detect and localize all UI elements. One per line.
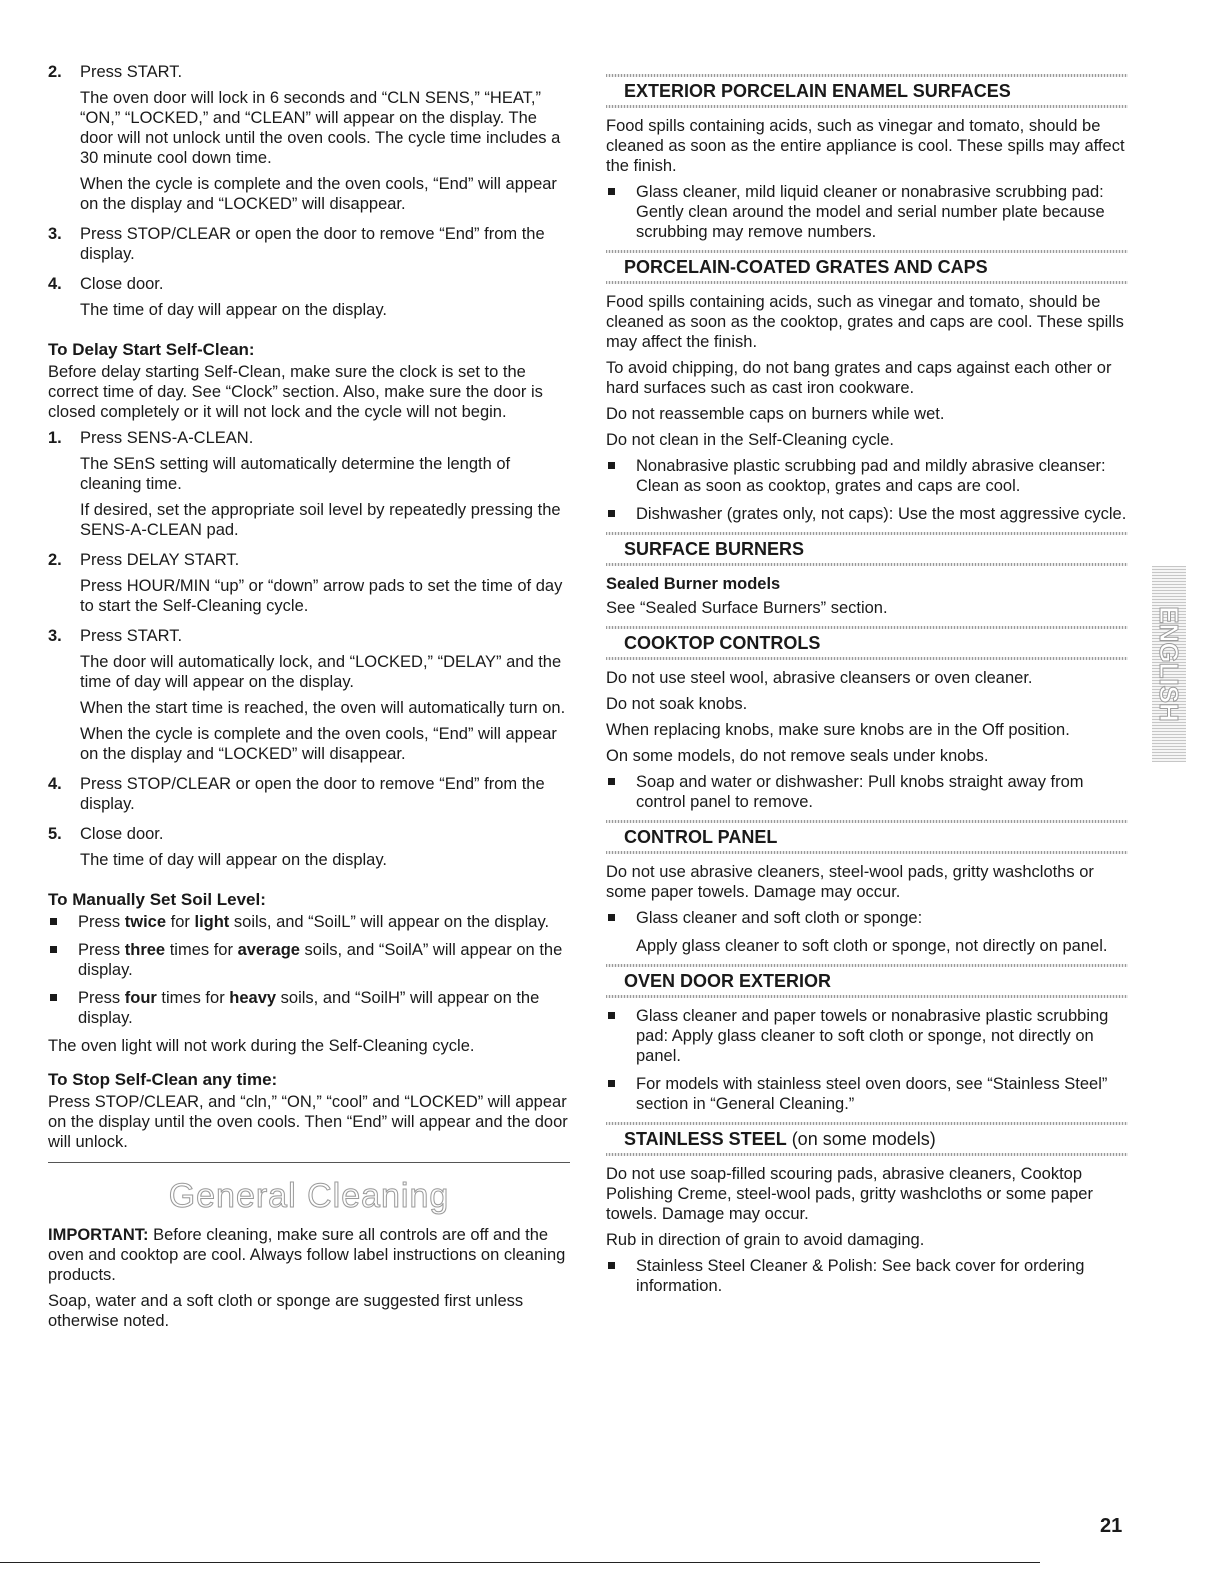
list-item <box>606 1256 1128 1296</box>
bullet-emphasis: three <box>124 941 166 959</box>
step-text: Press STOP/CLEAR or open the door to remove “End” from the display. <box>80 225 545 263</box>
step-row <box>48 428 570 546</box>
bullet-part: for <box>166 913 195 931</box>
bullet-emphasis: heavy <box>229 989 277 1007</box>
step-item <box>48 224 570 270</box>
bullet-icon <box>606 772 636 812</box>
step-body <box>80 62 570 220</box>
list-item <box>606 1074 1128 1114</box>
bullet-icon <box>48 912 78 932</box>
manual-soil-heading: To Manually Set Soil Level: <box>48 890 266 909</box>
list-item <box>606 1006 1128 1066</box>
surface-burners-heading: SURFACE BURNERS <box>606 532 1128 566</box>
cooktop-controls-text <box>606 668 1128 766</box>
bullet-part: soils, and “SoilA” will appear on the display. <box>78 941 563 979</box>
step-text: The oven door will lock in 6 seconds and “CLN SENS,” “HEAT,” “ON,” “LOCKED,” and “CLEAN” will appear on the display. The door will not unlock until the oven cools. The cycle time includes a 30 minute cool down time. <box>80 89 561 167</box>
soap-note: Soap, water and a soft cloth or sponge are suggested first unless otherwise noted. <box>48 1292 524 1330</box>
paragraph: Do not use soap-filled scouring pads, abrasive cleaners, Cooktop Polishing Creme, steel-wool pads, gritty washcloths or some paper towels. Damage may occur. <box>606 1165 1093 1223</box>
step-item <box>48 824 570 876</box>
stainless-steel-heading-text: STAINLESS STEEL <box>624 1129 787 1149</box>
step-item <box>48 626 570 770</box>
bullet-text: Stainless Steel Cleaner & Polish: See back cover for ordering information. <box>636 1257 1085 1295</box>
step-body <box>80 224 570 270</box>
list-item <box>606 182 1128 242</box>
stainless-steel-heading-suffix: (on some models) <box>786 1129 936 1149</box>
step-row <box>48 274 570 326</box>
step-number: 4. <box>48 775 62 793</box>
bullet-text: Glass cleaner, mild liquid cleaner or nonabrasive scrubbing pad: Gently clean around the model and serial number plate because scrubbing may remove numbers. <box>636 183 1105 241</box>
bullet-icon <box>48 940 78 980</box>
delay-start-intro: Before delay starting Self-Clean, make sure the clock is set to the correct time of day. See “Clock” section. Also, make sure the door is closed completely or it will not lock and the cycle will not begin. <box>48 363 543 421</box>
bullet-icon <box>606 182 636 242</box>
step-text: Press HOUR/MIN “up” or “down” arrow pads to set the time of day to start the Self-Cleaning cycle. <box>80 577 563 615</box>
bullet-text <box>78 988 570 1028</box>
side-tab-label: ENGLISH <box>1154 606 1184 722</box>
right-column <box>606 66 1128 1304</box>
cooktop-controls-heading: COOKTOP CONTROLS <box>606 626 1128 660</box>
step-text: When the cycle is complete and the oven cools, “End” will appear on the display and “LOCKED” will disappear. <box>80 175 557 213</box>
bullet-part: soils, and “SoilH” will appear on the display. <box>78 989 540 1027</box>
bullet-icon <box>606 1074 636 1114</box>
step-text: Press STOP/CLEAR or open the door to remove “End” from the display. <box>80 775 545 813</box>
bullet-part: Press <box>78 989 125 1007</box>
control-panel-heading: CONTROL PANEL <box>606 820 1128 854</box>
exterior-porcelain-list <box>606 182 1128 242</box>
step-number: 3. <box>48 225 62 243</box>
step-number: 4. <box>48 275 62 293</box>
step-row <box>48 62 570 220</box>
list-item <box>606 772 1128 812</box>
grates-caps-list <box>606 456 1128 524</box>
step-text: Press START. <box>80 63 183 81</box>
bullet-text: Glass cleaner and paper towels or nonabrasive plastic scrubbing pad: Apply glass cleaner to soft cloth or sponge, not directly on panel. <box>636 1007 1109 1065</box>
step-text: If desired, set the appropriate soil level by repeatedly pressing the SENS-A-CLEAN pad. <box>80 501 561 539</box>
step-row <box>48 550 570 622</box>
bullet-text <box>78 912 570 932</box>
step-row <box>48 824 570 876</box>
paragraph: Food spills containing acids, such as vinegar and tomato, should be cleaned as soon as the cooktop, grates and caps are cool. These spills may affect the finish. <box>606 293 1124 351</box>
step-item <box>48 274 570 326</box>
important-note <box>48 1225 570 1285</box>
delay-start-heading: To Delay Start Self-Clean: <box>48 340 255 359</box>
step-text: When the start time is reached, the oven will automatically turn on. <box>80 699 566 717</box>
grates-caps-text <box>606 292 1128 450</box>
bullet-part: Press <box>78 941 125 959</box>
oven-door-exterior-list <box>606 1006 1128 1114</box>
page-number: 21 <box>1100 1515 1123 1537</box>
section-divider <box>48 1162 570 1163</box>
control-panel-bullet-note: Apply glass cleaner to soft cloth or sponge, not directly on panel. <box>636 937 1108 955</box>
oven-light-note: The oven light will not work during the Self-Cleaning cycle. <box>48 1037 475 1055</box>
bullet-icon <box>606 504 636 524</box>
paragraph: Do not use steel wool, abrasive cleansers or oven cleaner. <box>606 669 1033 687</box>
step-row <box>48 224 570 270</box>
list-item <box>48 988 570 1028</box>
step-number: 3. <box>48 627 62 645</box>
stop-self-clean-text: Press STOP/CLEAR, and “cln,” “ON,” “cool” and “LOCKED” will appear on the display until the oven cools. Then “End” will appear and the door will unlock. <box>48 1093 568 1151</box>
general-cleaning-title: General Cleaning <box>168 1177 450 1215</box>
sealed-burner-subheading: Sealed Burner models <box>606 575 781 593</box>
step-number: 1. <box>48 429 62 447</box>
step-item <box>48 428 570 546</box>
stainless-steel-heading <box>606 1122 1128 1156</box>
bullet-icon <box>606 1256 636 1296</box>
step-row <box>48 626 570 770</box>
step-number: 5. <box>48 825 62 843</box>
step-text: Press START. <box>80 627 183 645</box>
step-text: Close door. <box>80 275 164 293</box>
language-side-tab <box>1152 566 1186 762</box>
bullet-icon <box>606 456 636 496</box>
step-item <box>48 774 570 820</box>
bullet-emphasis: twice <box>124 913 167 931</box>
bullet-text <box>78 940 570 980</box>
paragraph: To avoid chipping, do not bang grates and caps against each other or hard surfaces such as cast iron cookware. <box>606 359 1112 397</box>
self-clean-steps <box>48 62 570 326</box>
stainless-steel-list <box>606 1256 1128 1296</box>
stainless-steel-text <box>606 1164 1128 1250</box>
control-panel-text: Do not use abrasive cleaners, steel-wool pads, gritty washcloths or some paper towels. Damage may occur. <box>606 863 1094 901</box>
bullet-text: Soap and water or dishwasher: Pull knobs straight away from control panel to remove. <box>636 773 1084 811</box>
bullet-emphasis: light <box>194 913 230 931</box>
control-panel-bullet: Glass cleaner and soft cloth or sponge: <box>636 909 923 927</box>
step-text: The time of day will appear on the display. <box>80 851 387 869</box>
bullet-part: times for <box>165 941 238 959</box>
sealed-burner-text: See “Sealed Surface Burners” section. <box>606 599 888 617</box>
bullet-emphasis: four <box>124 989 157 1007</box>
step-body <box>80 274 570 326</box>
bullet-icon <box>606 908 636 928</box>
step-row <box>48 774 570 820</box>
step-body <box>80 626 570 770</box>
grates-caps-heading: PORCELAIN-COATED GRATES AND CAPS <box>606 250 1128 284</box>
step-body <box>80 428 570 546</box>
step-item <box>48 62 570 220</box>
manual-soil-list <box>48 912 570 1028</box>
bullet-part: times for <box>156 989 230 1007</box>
step-item <box>48 550 570 622</box>
stop-self-clean-heading: To Stop Self-Clean any time: <box>48 1070 278 1089</box>
bullet-part: soils, and “SoilL” will appear on the display. <box>229 913 550 931</box>
list-item <box>606 456 1128 496</box>
paragraph: Do not soak knobs. <box>606 695 748 713</box>
step-number: 2. <box>48 63 62 81</box>
paragraph: When replacing knobs, make sure knobs are in the Off position. <box>606 721 1070 739</box>
important-label: IMPORTANT: <box>48 1226 149 1244</box>
bullet-icon <box>606 1006 636 1066</box>
list-item <box>48 940 570 980</box>
bullet-text: For models with stainless steel oven doors, see “Stainless Steel” section in “General Cleaning.” <box>636 1075 1108 1113</box>
step-text: When the cycle is complete and the oven cools, “End” will appear on the display and “LOCKED” will disappear. <box>80 725 557 763</box>
paragraph: Do not reassemble caps on burners while wet. <box>606 405 945 423</box>
step-body <box>80 550 570 622</box>
bullet-text: Nonabrasive plastic scrubbing pad and mildly abrasive cleanser: Clean as soon as cooktop, grates and caps are cool. <box>636 457 1106 495</box>
step-number: 2. <box>48 551 62 569</box>
bullet-icon <box>48 988 78 1028</box>
bottom-rule <box>0 1562 1040 1563</box>
step-body <box>80 774 570 820</box>
bullet-emphasis: average <box>237 941 300 959</box>
step-text: Press DELAY START. <box>80 551 240 569</box>
cooktop-controls-list <box>606 772 1128 812</box>
step-text: Close door. <box>80 825 164 843</box>
important-text: Before cleaning, make sure all controls are off and the oven and cooktop are cool. Always follow label instructions on cleaning products. <box>48 1226 566 1284</box>
paragraph: On some models, do not remove seals under knobs. <box>606 747 989 765</box>
left-column <box>48 62 570 1337</box>
step-body <box>80 824 570 876</box>
step-text: The time of day will appear on the display. <box>80 301 387 319</box>
delay-start-steps <box>48 428 570 876</box>
step-text: The SEnS setting will automatically determine the length of cleaning time. <box>80 455 511 493</box>
exterior-porcelain-heading: EXTERIOR PORCELAIN ENAMEL SURFACES <box>606 74 1128 108</box>
paragraph: Do not clean in the Self-Cleaning cycle. <box>606 431 894 449</box>
list-item <box>606 504 1128 524</box>
bullet-part: Press <box>78 913 125 931</box>
oven-door-exterior-heading: OVEN DOOR EXTERIOR <box>606 964 1128 998</box>
step-text: The door will automatically lock, and “LOCKED,” “DELAY” and the time of day will appear on the display. <box>80 653 562 691</box>
step-text: Press SENS-A-CLEAN. <box>80 429 254 447</box>
list-item <box>48 912 570 932</box>
paragraph: Rub in direction of grain to avoid damaging. <box>606 1231 925 1249</box>
list-item <box>606 908 1128 928</box>
bullet-text: Dishwasher (grates only, not caps): Use the most aggressive cycle. <box>636 505 1127 523</box>
exterior-porcelain-text: Food spills containing acids, such as vinegar and tomato, should be cleaned as soon as the entire appliance is cool. These spills may affect the finish. <box>606 117 1125 175</box>
